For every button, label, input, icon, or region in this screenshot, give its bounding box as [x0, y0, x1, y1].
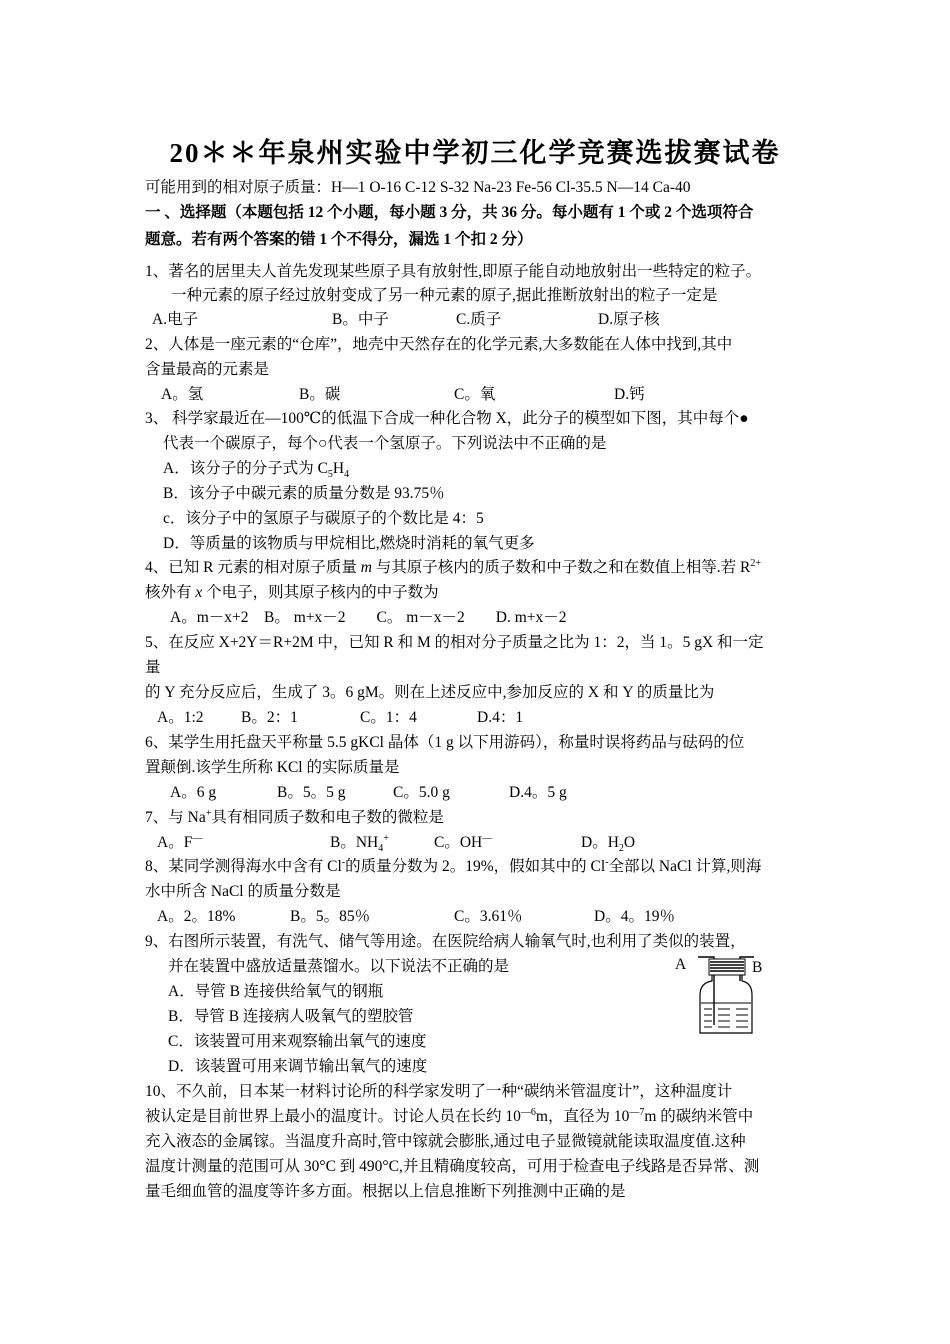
q6-option-d: D.4。5 g	[509, 784, 567, 801]
q5-stem-line1: 5、在反应 X+2Y＝R+2M 中，已知 R 和 M 的相对分子质量之比为 1：2，当 1。5 gX 和一定	[145, 634, 764, 651]
q3-option-a-sub2: 4	[344, 469, 350, 481]
q1-option-b: B。中子	[332, 311, 389, 328]
q10-line2-pre: 被认定是目前世界上最小的温度计。讨论人员在长约 10	[145, 1108, 521, 1125]
q5-option-b: B。2：1	[241, 709, 298, 726]
q7-option-c-charge: —	[482, 832, 493, 844]
q4-stem-line1	[145, 558, 761, 578]
q1-option-c: C.质子	[456, 311, 502, 328]
q7-option-d-text: D。H	[581, 834, 619, 851]
q7-charge: +	[205, 807, 212, 819]
q5-option-d: D.4：1	[477, 709, 524, 726]
q8-stem-line1	[145, 857, 761, 877]
q8-option-a: A。2。18%	[157, 908, 236, 925]
q7-option-a-charge: —	[192, 832, 203, 844]
q1-stem-line2: 一种元素的原子经过放射变成了另一种元素的原子,据此推断放射出的粒子一定是	[171, 287, 718, 304]
q4-options: A。m－x+2 B。 m+x－2 C。 m－x－2 D. m+x－2	[170, 609, 567, 626]
q4-line2-post: 个电子，则其原子核内的中子数为	[202, 584, 439, 601]
q8-stem-line2: 水中所含 NaCl 的质量分数是	[145, 883, 341, 900]
q3-option-a	[163, 459, 349, 479]
exam-title: 20＊＊年泉州实验中学初三化学竞赛选拔赛试卷	[169, 138, 781, 168]
q7-stem	[145, 808, 444, 828]
q7-option-b-text: B。NH	[330, 834, 379, 851]
q8-line1-mid: 的质量分数为 2。19%，假如其中的 Cl	[345, 858, 606, 875]
q4-x: x	[195, 584, 203, 601]
q7-option-a	[157, 833, 202, 853]
q7-stem-post: 具有相同质子数和电子数的微粒是	[211, 809, 444, 826]
q2-stem-line2: 含量最高的元素是	[145, 361, 270, 378]
q4-stem-line2	[145, 583, 439, 603]
q6-option-a: A。6 g	[170, 784, 217, 801]
q9-figure-label-b: B	[752, 959, 763, 976]
q2-option-a: A。氢	[161, 386, 204, 403]
q3-stem-line1: 3、 科学家最近在—100℃的低温下合成一种化合物 X，此分子的模型如下图，其中每个●	[145, 410, 749, 427]
q7-option-d-sub: 2	[618, 843, 624, 855]
gas-washing-bottle-figure	[696, 951, 756, 1035]
q10-line2-mid: m，直径为 10	[535, 1108, 630, 1125]
q4-charge: 2+	[750, 557, 762, 569]
q3-option-a-text: A．该分子的分子式为 C	[163, 460, 328, 477]
q10-stem-line1: 10、不久前，日本某一材料讨论所的科学家发明了一种“碳纳米管温度计”，这种温度计	[145, 1083, 733, 1100]
q8-line1-pre: 8、某同学测得海水中含有 Cl	[145, 858, 342, 875]
q5-option-a: A。1:2	[157, 709, 204, 726]
q4-line1-post: 与其原子核内的质子数和中子数之和在数值上相等.若 R	[371, 559, 751, 576]
q10-exponent-2: —7	[629, 1106, 645, 1118]
q6-stem-line2: 置颠倒.该学生所称 KCl 的实际质量是	[145, 759, 400, 776]
q9-option-d: D．该装置可用来调节输出氧气的速度	[168, 1058, 428, 1075]
q6-stem-line1: 6、某学生用托盘天平称量 5.5 gKCl 晶体（1 g 以下用游码），称量时误将药品与砝码的位	[145, 734, 745, 751]
q10-stem-line2	[145, 1107, 753, 1127]
q2-option-c: C。氧	[454, 386, 496, 403]
q1-stem-line1: 1、著名的居里夫人首先发现某些原子具有放射性,即原子能自动地放射出一些特定的粒子。	[145, 263, 762, 280]
q5-stem-line3: 的 Y 充分反应后，生成了 3。6 gM。则在上述反应中,参加反应的 X 和 Y 的质量比为	[145, 684, 715, 701]
q10-stem-line3: 充入液态的金属镓。当温度升高时,管中镓就会膨胀,通过电子显微镜就能读取温度值.这种	[145, 1133, 746, 1150]
q4-m: m	[360, 559, 372, 576]
q7-stem-pre: 7、与 Na	[145, 809, 206, 826]
q7-option-d	[581, 833, 635, 853]
q7-option-c	[434, 833, 492, 853]
q5-option-c: C。1：4	[360, 709, 417, 726]
q2-option-d: D.钙	[614, 386, 645, 403]
q2-stem-line1: 2、人体是一座元素的“仓库”，地壳中天然存在的化学元素,大多数能在人体中找到,其中	[145, 336, 733, 353]
q3-option-b: B．该分子中碳元素的质量分数是 93.75％	[163, 485, 445, 502]
q9-option-c: C．该装置可用来观察输出氧气的速度	[168, 1033, 427, 1050]
q1-option-a: A.电子	[152, 311, 199, 328]
q8-line1-post: 全部以 NaCl 计算,则海	[608, 858, 762, 875]
q3-option-a-h: H	[332, 460, 345, 477]
q3-stem-line2: 代表一个碳原子，每个○代表一个氢原子。下列说法中不正确的是	[163, 435, 607, 452]
q9-option-a: A．导管 B 连接供给氧气的钢瓶	[168, 983, 384, 1000]
q7-option-a-text: A。F	[157, 834, 193, 851]
q7-option-b	[330, 833, 389, 853]
section1-heading: 一 、选择题（本题包括 12 个小题，每小题 3 分，共 36 分。每小题有 1 个或 2 个选项符合	[145, 204, 754, 221]
q9-option-b: B．导管 B 连接病人吸氧气的塑胶管	[168, 1008, 414, 1025]
q7-option-c-text: C。OH	[434, 834, 483, 851]
atomic-masses-note: 可能用到的相对原子质量：H—1 O-16 C-12 S-32 Na-23 Fe-56 Cl-35.5 N—14 Ca-40	[145, 179, 691, 196]
q9-stem-line2: 并在装置中盛放适量蒸馏水。以下说法不正确的是	[168, 958, 510, 975]
q6-option-c: C。5.0 g	[393, 784, 450, 801]
q6-option-b: B。5。5 g	[277, 784, 346, 801]
q9-figure-label-a: A	[675, 956, 687, 973]
q7-option-b-sub: 4	[378, 843, 384, 855]
q8-option-c: C。3.61％	[454, 908, 523, 925]
q3-option-c: c．该分子中的氢原子与碳原子的个数比是 4：5	[163, 510, 484, 527]
q10-exponent-1: —6	[520, 1106, 536, 1118]
q4-line1-pre: 4、已知 R 元素的相对原子质量	[145, 559, 361, 576]
q3-option-a-sub1: 5	[327, 469, 333, 481]
q1-option-d: D.原子核	[598, 311, 660, 328]
q7-option-b-charge: +	[383, 832, 389, 844]
q10-line2-post: m 的碳纳米管中	[644, 1108, 754, 1125]
q8-option-d: D。4。19％	[594, 908, 675, 925]
q7-option-d-o: O	[623, 834, 636, 851]
q8-charge-2: -	[605, 856, 609, 868]
q8-charge-1: -	[341, 856, 346, 868]
q2-option-b: B。碳	[299, 386, 341, 403]
q10-stem-line5: 量毛细血管的温度等许多方面。根据以上信息推断下列推测中正确的是	[145, 1183, 626, 1200]
q9-stem-line1: 9、右图所示装置，有洗气、储气等用途。在医院给病人输氧气时,也利用了类似的装置，	[145, 933, 746, 950]
q8-option-b: B。5。85％	[290, 908, 371, 925]
q10-stem-line4: 温度计测量的范围可从 30°C 到 490°C,并且精确度较高，可用于检查电子线路是否异常、测	[145, 1158, 760, 1175]
q4-line2-pre: 核外有	[145, 584, 196, 601]
section1-instructions: 题意。若有两个答案的错 1 个不得分，漏选 1 个扣 2 分）	[145, 231, 533, 248]
q3-option-d: D．等质量的该物质与甲烷相比,燃烧时消耗的氧气更多	[163, 535, 535, 552]
q5-stem-line2: 量	[145, 659, 161, 676]
